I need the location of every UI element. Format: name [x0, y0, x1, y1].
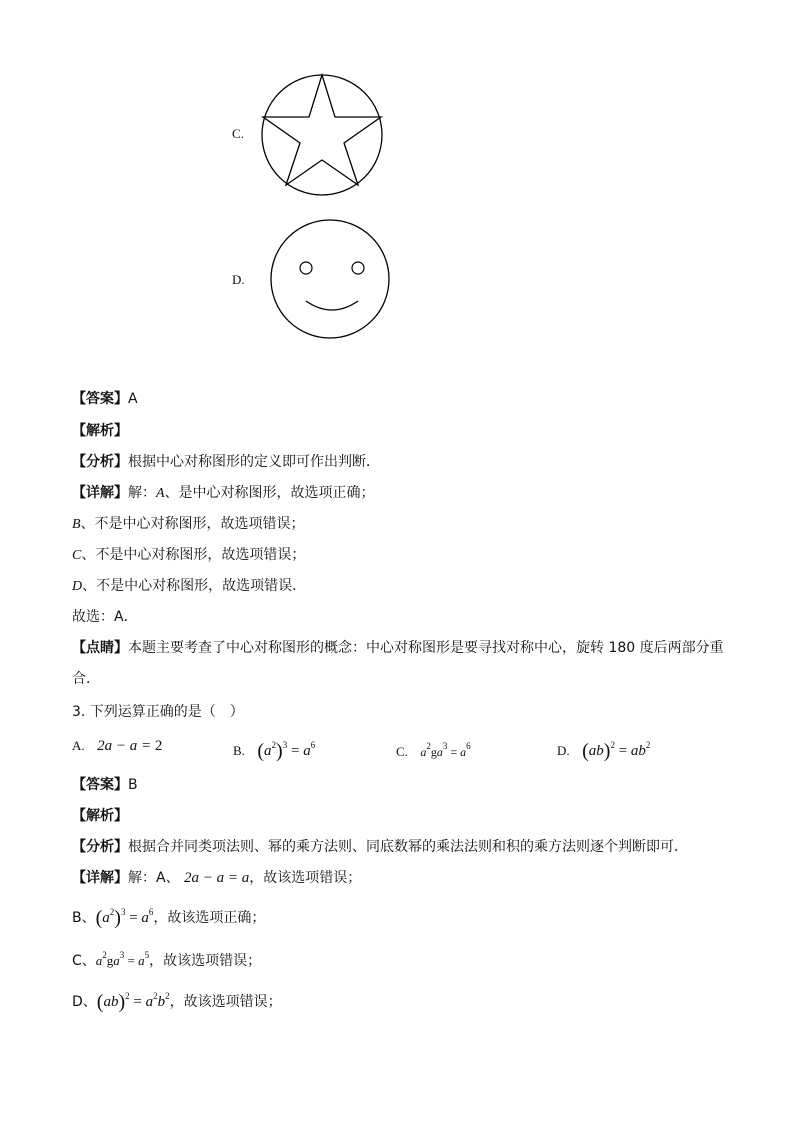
dianjing-text: 本题主要考查了中心对称图形的概念：中心对称图形是要寻找对称中心，旋转 180 度后两部分重: [128, 640, 724, 656]
q3-xiangjie-line: 【详解】解：A、 2a − a = a，故该选项错误；: [72, 870, 362, 886]
xiangjie-prefix: 解：A、: [128, 870, 180, 886]
answer-tag: 【答案】: [72, 391, 128, 407]
right-eye: [352, 262, 364, 274]
option-letter-b: B: [72, 517, 81, 532]
line-c-prefix: C、: [72, 953, 96, 969]
xiangjie-tag: 【详解】: [72, 870, 128, 886]
circle-star-figure: [261, 74, 385, 198]
fenxi-text: 根据合并同类项法则、幂的乘方法则、同底数幂的乘法法则和积的乘方法则逐个判断即可．: [128, 839, 688, 855]
left-eye: [300, 262, 312, 274]
answer-value: B: [128, 777, 138, 793]
line-d-text: 、不是中心对称图形，故选项错误．: [82, 578, 307, 594]
q3-option-a-label: A.: [72, 738, 85, 753]
q3-option-d-label: D.: [557, 743, 570, 758]
line-b-prefix: B、: [72, 910, 96, 926]
q3-option-c-label: C.: [396, 744, 408, 759]
q3-option-a: A. 2a − a = 2: [72, 738, 163, 754]
fenxi-tag: 【分析】: [72, 839, 128, 855]
q3-line-c: C、$a^2ga^3 = a^5$，故该选项错误；: [72, 950, 262, 969]
line-d-prefix: D、: [72, 994, 97, 1010]
q2-line-b: [72, 514, 305, 535]
q2-xiangjie-line: [72, 483, 375, 504]
q3-line-d: D、$(ab)^2 = a^2b^2$，故该选项错误；: [72, 991, 282, 1013]
line-b-text: 、不是中心对称图形，故选项错误；: [80, 516, 305, 532]
smile-mouth: [306, 301, 358, 310]
q2-line-c: [72, 545, 305, 566]
option-c-label: C.: [232, 126, 244, 141]
line-c-tail: ，故该选项错误；: [149, 953, 262, 969]
q3-option-c: C. $a^2ga^3 = a^6$: [396, 741, 471, 759]
fenxi-tag: 【分析】: [72, 454, 128, 470]
line-b-tail: ，故该选项正确；: [153, 910, 266, 926]
q2-dianjing-line: [72, 638, 724, 658]
q2-dianjing-line2: 合．: [72, 671, 100, 687]
q3-answer-line: [72, 775, 138, 795]
answer-value: A: [128, 391, 138, 407]
face-circle: [271, 220, 389, 338]
q2-line-d: [72, 576, 306, 597]
option-letter-c: C: [72, 548, 82, 563]
q2-guxuan: 故选：A．: [72, 609, 138, 625]
q3-option-d: D. $(ab)^2 = ab^2$: [557, 740, 651, 762]
fenxi-text: 根据中心对称图形的定义即可作出判断．: [128, 454, 380, 470]
xiangjie-prefix: 解：: [128, 485, 156, 501]
smiley-face-figure: [270, 219, 394, 343]
q2-jiexi-tag: 【解析】: [72, 423, 128, 439]
q3-line-b: B、$(a^2)^3 = a^6$，故该选项正确；: [72, 907, 266, 929]
dianjing-tag: 【点睛】: [72, 640, 128, 656]
line-d-tail: ，故该选项错误；: [169, 994, 282, 1010]
q3-fenxi-line: [72, 837, 688, 857]
xiangjie-tag: 【详解】: [72, 485, 128, 501]
line-c-text: 、不是中心对称图形，故选项错误；: [81, 547, 306, 563]
option-d-label: D.: [232, 272, 245, 287]
q3-stem: 3. 下列运算正确的是（ ）: [72, 704, 244, 720]
option-letter-d: D: [72, 579, 83, 594]
option-letter-a: A: [156, 486, 165, 501]
q2-answer-line: [72, 389, 138, 409]
q3-option-b: B. $(a^2)^3 = a^6$: [233, 740, 316, 762]
q3-jiexi-tag: 【解析】: [72, 808, 128, 824]
line-a-tail: ，故该选项错误；: [249, 870, 362, 886]
star-circle: [262, 75, 382, 195]
line-a-text: 、是中心对称图形，故选项正确；: [164, 485, 375, 501]
q3-option-b-label: B.: [233, 743, 245, 758]
q2-fenxi-line: [72, 452, 380, 472]
answer-tag: 【答案】: [72, 777, 128, 793]
